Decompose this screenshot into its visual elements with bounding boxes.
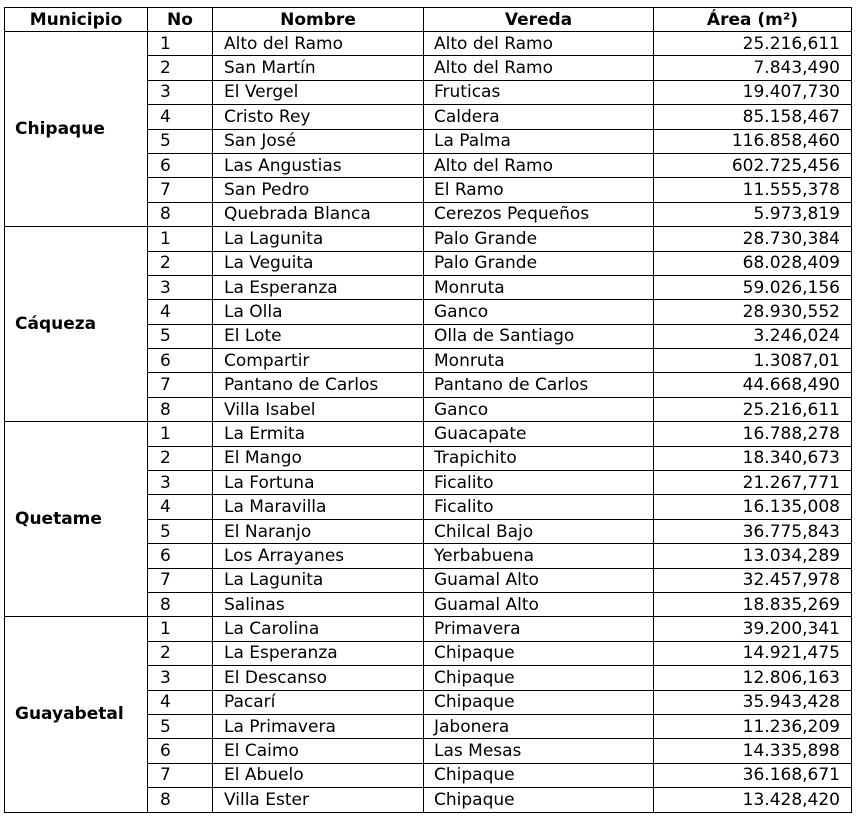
nombre-cell: Villa Isabel xyxy=(213,397,424,421)
vereda-cell: Alto del Ramo xyxy=(424,153,654,177)
vereda-cell: Alto del Ramo xyxy=(424,32,654,56)
no-cell: 7 xyxy=(148,763,213,787)
municipio-cell: Quetame xyxy=(5,422,148,617)
area-cell: 35.943,428 xyxy=(654,690,852,714)
nombre-cell: La Fortuna xyxy=(213,471,424,495)
table-header xyxy=(5,8,852,32)
nombre-cell: La Primavera xyxy=(213,714,424,738)
area-cell: 28.930,552 xyxy=(654,300,852,324)
no-cell: 8 xyxy=(148,788,213,812)
vereda-cell: Fruticas xyxy=(424,80,654,104)
header-vereda: Vereda xyxy=(424,8,654,32)
vereda-cell: Chilcal Bajo xyxy=(424,519,654,543)
veredas-area-table xyxy=(4,7,852,813)
area-cell: 1.3087,01 xyxy=(654,349,852,373)
no-cell: 1 xyxy=(148,227,213,251)
no-cell: 3 xyxy=(148,80,213,104)
nombre-cell: Villa Ester xyxy=(213,788,424,812)
no-cell: 4 xyxy=(148,105,213,129)
area-cell: 36.775,843 xyxy=(654,519,852,543)
area-cell: 602.725,456 xyxy=(654,153,852,177)
area-cell: 116.858,460 xyxy=(654,129,852,153)
vereda-cell: Olla de Santiago xyxy=(424,324,654,348)
area-cell: 5.973,819 xyxy=(654,202,852,226)
no-cell: 7 xyxy=(148,178,213,202)
nombre-cell: Las Angustias xyxy=(213,153,424,177)
area-cell: 7.843,490 xyxy=(654,56,852,80)
table-row xyxy=(5,227,852,251)
area-cell: 59.026,156 xyxy=(654,275,852,299)
vereda-cell: Primavera xyxy=(424,617,654,641)
area-cell: 14.335,898 xyxy=(654,739,852,763)
header-municipio: Municipio xyxy=(5,8,148,32)
area-cell: 18.340,673 xyxy=(654,446,852,470)
area-cell: 13.428,420 xyxy=(654,788,852,812)
area-cell: 25.216,611 xyxy=(654,397,852,421)
area-cell: 11.236,209 xyxy=(654,714,852,738)
municipio-cell: Chipaque xyxy=(5,32,148,227)
vereda-cell: Monruta xyxy=(424,275,654,299)
nombre-cell: La Esperanza xyxy=(213,275,424,299)
nombre-cell: San Pedro xyxy=(213,178,424,202)
vereda-cell: Ganco xyxy=(424,397,654,421)
no-cell: 7 xyxy=(148,373,213,397)
vereda-cell: Ficalito xyxy=(424,495,654,519)
nombre-cell: Pantano de Carlos xyxy=(213,373,424,397)
no-cell: 3 xyxy=(148,471,213,495)
area-cell: 13.034,289 xyxy=(654,544,852,568)
header-no: No xyxy=(148,8,213,32)
no-cell: 4 xyxy=(148,690,213,714)
no-cell: 1 xyxy=(148,422,213,446)
municipio-cell: Guayabetal xyxy=(5,617,148,812)
vereda-cell: Chipaque xyxy=(424,763,654,787)
area-cell: 19.407,730 xyxy=(654,80,852,104)
area-cell: 11.555,378 xyxy=(654,178,852,202)
area-cell: 36.168,671 xyxy=(654,763,852,787)
nombre-cell: Salinas xyxy=(213,592,424,616)
no-cell: 6 xyxy=(148,153,213,177)
no-cell: 5 xyxy=(148,714,213,738)
no-cell: 5 xyxy=(148,519,213,543)
vereda-cell: Palo Grande xyxy=(424,251,654,275)
area-cell: 32.457,978 xyxy=(654,568,852,592)
no-cell: 2 xyxy=(148,56,213,80)
vereda-cell: Chipaque xyxy=(424,641,654,665)
vereda-cell: Chipaque xyxy=(424,690,654,714)
area-cell: 85.158,467 xyxy=(654,105,852,129)
vereda-cell: Ganco xyxy=(424,300,654,324)
municipio-cell: Cáqueza xyxy=(5,227,148,422)
no-cell: 5 xyxy=(148,324,213,348)
nombre-cell: La Esperanza xyxy=(213,641,424,665)
nombre-cell: Alto del Ramo xyxy=(213,32,424,56)
area-cell: 16.135,008 xyxy=(654,495,852,519)
nombre-cell: La Lagunita xyxy=(213,227,424,251)
nombre-cell: El Caimo xyxy=(213,739,424,763)
nombre-cell: Quebrada Blanca xyxy=(213,202,424,226)
nombre-cell: El Abuelo xyxy=(213,763,424,787)
vereda-cell: Monruta xyxy=(424,349,654,373)
no-cell: 2 xyxy=(148,641,213,665)
vereda-cell: Las Mesas xyxy=(424,739,654,763)
no-cell: 4 xyxy=(148,495,213,519)
vereda-cell: El Ramo xyxy=(424,178,654,202)
nombre-cell: Compartir xyxy=(213,349,424,373)
vereda-cell: Ficalito xyxy=(424,471,654,495)
vereda-cell: Trapichito xyxy=(424,446,654,470)
nombre-cell: El Naranjo xyxy=(213,519,424,543)
no-cell: 8 xyxy=(148,202,213,226)
vereda-cell: Chipaque xyxy=(424,666,654,690)
no-cell: 1 xyxy=(148,617,213,641)
vereda-cell: La Palma xyxy=(424,129,654,153)
no-cell: 7 xyxy=(148,568,213,592)
nombre-cell: El Mango xyxy=(213,446,424,470)
nombre-cell: La Lagunita xyxy=(213,568,424,592)
no-cell: 3 xyxy=(148,666,213,690)
header-area: Área (m²) xyxy=(654,8,852,32)
no-cell: 2 xyxy=(148,446,213,470)
vereda-cell: Jabonera xyxy=(424,714,654,738)
no-cell: 1 xyxy=(148,32,213,56)
table-row xyxy=(5,617,852,641)
vereda-cell: Guamal Alto xyxy=(424,592,654,616)
no-cell: 2 xyxy=(148,251,213,275)
nombre-cell: La Olla xyxy=(213,300,424,324)
table-row xyxy=(5,422,852,446)
nombre-cell: San Martín xyxy=(213,56,424,80)
nombre-cell: La Ermita xyxy=(213,422,424,446)
header-nombre: Nombre xyxy=(213,8,424,32)
area-cell: 14.921,475 xyxy=(654,641,852,665)
area-cell: 25.216,611 xyxy=(654,32,852,56)
vereda-cell: Alto del Ramo xyxy=(424,56,654,80)
vereda-cell: Cerezos Pequeños xyxy=(424,202,654,226)
vereda-cell: Pantano de Carlos xyxy=(424,373,654,397)
no-cell: 6 xyxy=(148,739,213,763)
no-cell: 6 xyxy=(148,544,213,568)
no-cell: 5 xyxy=(148,129,213,153)
vereda-cell: Yerbabuena xyxy=(424,544,654,568)
vereda-cell: Palo Grande xyxy=(424,227,654,251)
no-cell: 8 xyxy=(148,592,213,616)
nombre-cell: La Carolina xyxy=(213,617,424,641)
area-cell: 28.730,384 xyxy=(654,227,852,251)
nombre-cell: El Vergel xyxy=(213,80,424,104)
nombre-cell: Pacarí xyxy=(213,690,424,714)
nombre-cell: La Maravilla xyxy=(213,495,424,519)
vereda-cell: Chipaque xyxy=(424,788,654,812)
vereda-cell: Caldera xyxy=(424,105,654,129)
nombre-cell: La Veguita xyxy=(213,251,424,275)
area-cell: 21.267,771 xyxy=(654,471,852,495)
nombre-cell: San José xyxy=(213,129,424,153)
vereda-cell: Guacapate xyxy=(424,422,654,446)
table-row xyxy=(5,32,852,56)
no-cell: 6 xyxy=(148,349,213,373)
header-row xyxy=(5,8,852,32)
no-cell: 3 xyxy=(148,275,213,299)
area-cell: 3.246,024 xyxy=(654,324,852,348)
no-cell: 8 xyxy=(148,397,213,421)
nombre-cell: Cristo Rey xyxy=(213,105,424,129)
vereda-cell: Guamal Alto xyxy=(424,568,654,592)
area-cell: 12.806,163 xyxy=(654,666,852,690)
area-cell: 18.835,269 xyxy=(654,592,852,616)
nombre-cell: Los Arrayanes xyxy=(213,544,424,568)
area-cell: 44.668,490 xyxy=(654,373,852,397)
no-cell: 4 xyxy=(148,300,213,324)
table-body xyxy=(5,32,852,813)
nombre-cell: El Lote xyxy=(213,324,424,348)
area-cell: 68.028,409 xyxy=(654,251,852,275)
area-cell: 39.200,341 xyxy=(654,617,852,641)
nombre-cell: El Descanso xyxy=(213,666,424,690)
area-cell: 16.788,278 xyxy=(654,422,852,446)
